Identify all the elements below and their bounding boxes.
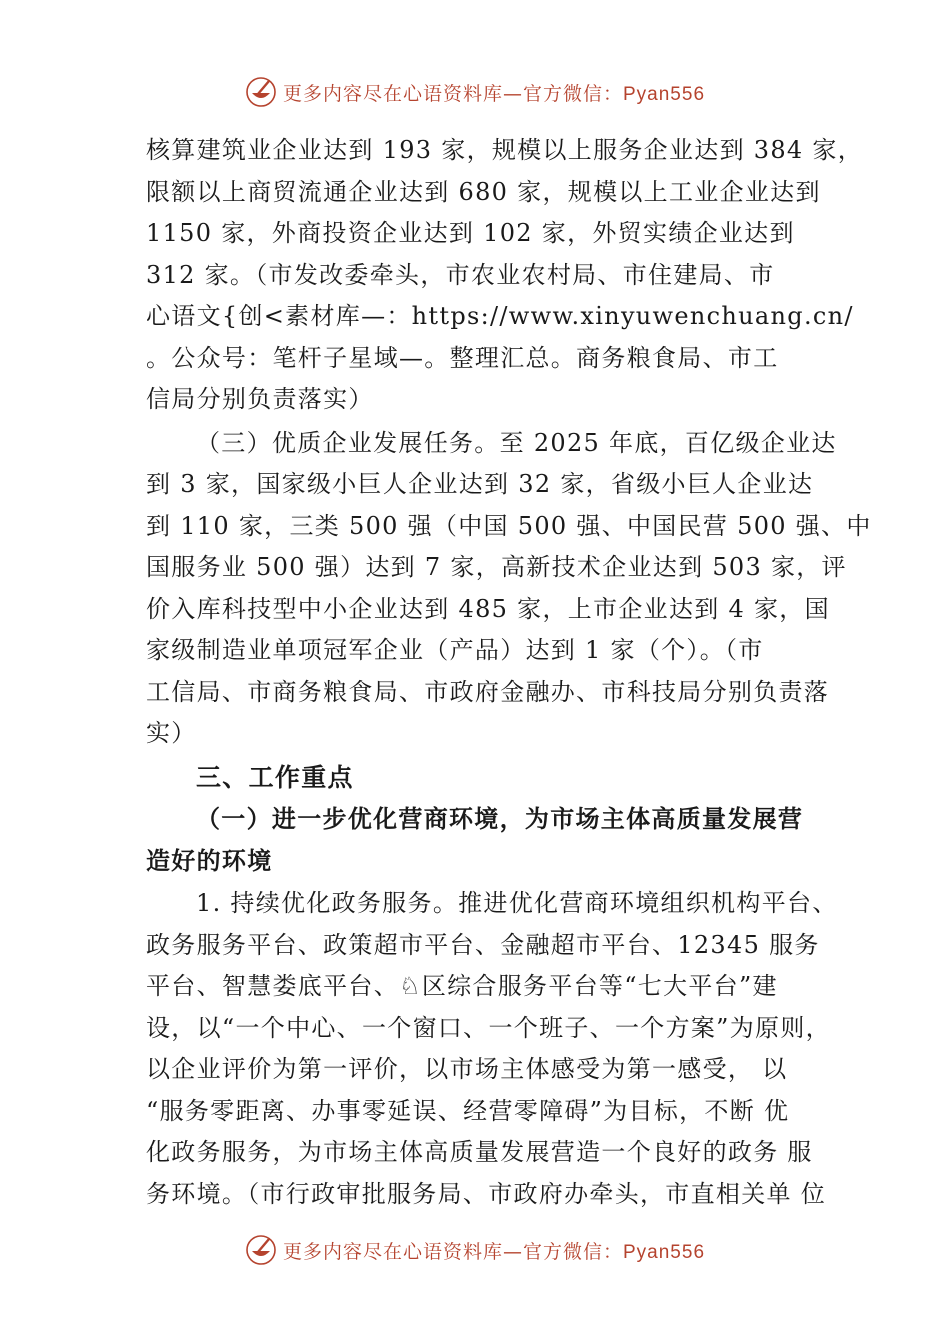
wechat-id: Pyan556: [623, 1241, 706, 1263]
text-line: 造好的环境: [146, 845, 273, 875]
text-line: 312 家。（市发改委牵头，市农业农村局、市住建局、市: [146, 260, 775, 289]
text-line: 价入库科技型中小企业达到 485 家，上市企业达到 4 家，国: [146, 594, 830, 623]
document-body: [146, 130, 872, 1215]
banner-text: 更多内容尽在心语资料库—官方微信：Pyan556: [282, 82, 706, 105]
text-line: “服务零距离、办事零延误、经营零障碍”为目标，不断 优: [146, 1096, 790, 1125]
text-line: 限额以上商贸流通企业达到 680 家，规模以上工业企业达到: [146, 177, 821, 206]
text-line: 实）: [146, 719, 197, 747]
section-heading: 三、工作重点: [196, 762, 354, 792]
paragraph: [146, 883, 836, 1215]
paragraph: [146, 423, 872, 755]
mortar-pestle-logo-icon: [245, 76, 277, 108]
text-line: 国服务业 500 强）达到 7 家，高新技术企业达到 503 家，评: [146, 553, 847, 581]
text-line: （一）进一步优化营商环境，为市场主体高质量发展营: [196, 804, 804, 833]
footer-banner: [0, 1230, 950, 1270]
text-line: 家级制造业单项冠军企业（产品）达到 1 家（个）。（市: [146, 636, 764, 664]
paragraph: [146, 130, 864, 421]
text-line: 心语文{创<素材库—：https://www.xinyuwenchuang.cn/: [146, 302, 854, 330]
text-line: 到 110 家，三类 500 强（中国 500 强、中国民营 500 强、中: [146, 511, 872, 540]
text-line: 信局分别负责落实）: [146, 385, 374, 413]
subsection-heading: [146, 798, 836, 881]
text-line: 工信局、市商务粮食局、市政府金融办、市科技局分别负责落: [146, 677, 830, 706]
text-line: 化政务服务，为市场主体高质量发展营造一个良好的政务 服: [146, 1138, 813, 1166]
text-line: 1150 家，外商投资企业达到 102 家，外贸实绩企业达到: [146, 219, 795, 247]
banner-text: 更多内容尽在心语资料库—官方微信：Pyan556: [282, 1240, 706, 1263]
wechat-id: Pyan556: [623, 83, 706, 105]
header-banner: [0, 72, 950, 112]
text-line: 。公众号：笔杆子星域—。整理汇总。商务粮食局、市工: [146, 343, 779, 372]
text-line: 1. 持续优化政务服务。推进优化营商环境组织机构平台、: [196, 889, 838, 917]
text-line: 到 3 家，国家级小巨人企业达到 32 家，省级小巨人企业达: [146, 470, 814, 498]
text-line: 设，以“一个中心、一个窗口、一个班子、一个方案”为原则，: [146, 1013, 831, 1042]
text-line: （三）优质企业发展任务。至 2025 年底，百亿级企业达: [196, 428, 837, 457]
text-line: 务环境。（市行政审批服务局、市政府办牵头，市直相关单 位: [146, 1179, 827, 1208]
text-line: 以企业评价为第一评价，以市场主体感受为第一感受， 以: [146, 1055, 788, 1083]
text-line: 平台、智慧娄底平台、♘区综合服务平台等“七大平台”建: [146, 972, 778, 1000]
mortar-pestle-logo-icon: [245, 1234, 277, 1266]
text-line: 政务服务平台、政策超市平台、金融超市平台、12345 服务: [146, 930, 820, 959]
text-line: 核算建筑业企业达到 193 家，规模以上服务企业达到 384 家，: [146, 136, 864, 164]
